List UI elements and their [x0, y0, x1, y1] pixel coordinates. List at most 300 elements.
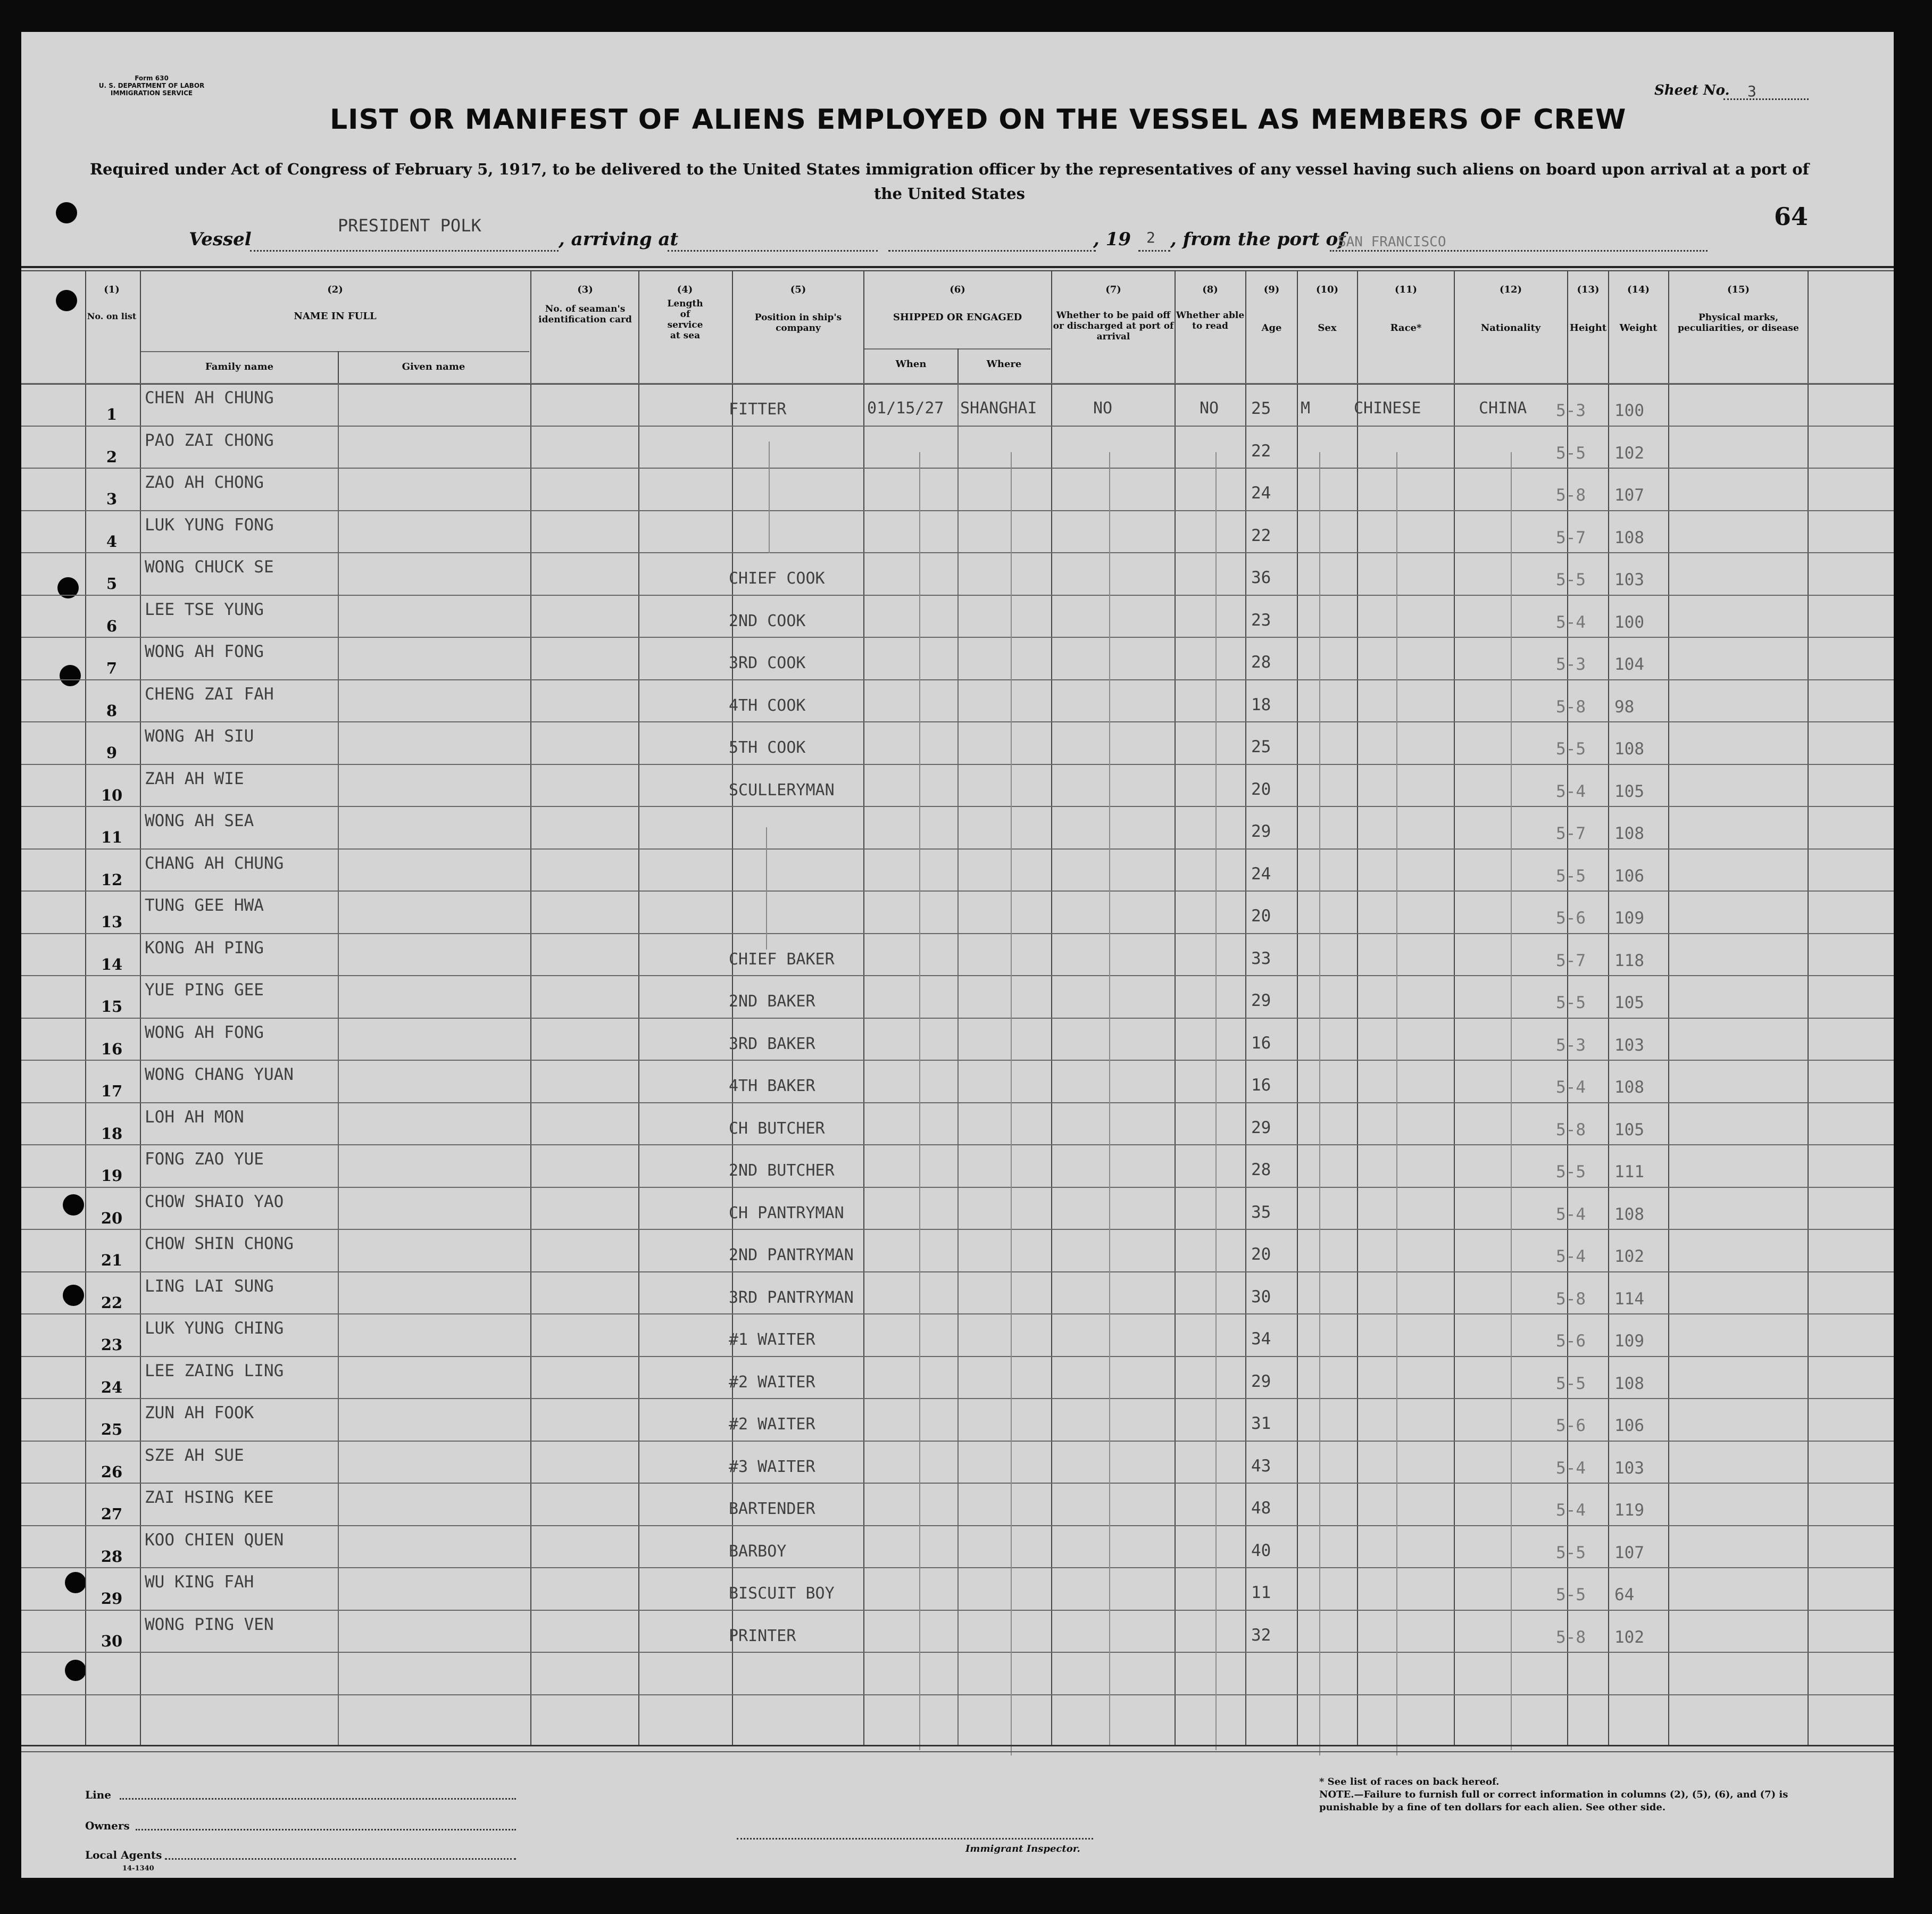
position: 4TH BAKER [729, 1077, 815, 1095]
position: SCULLERYMAN [729, 780, 835, 800]
col5-number: (5) [790, 284, 806, 295]
family-name: WONG AH FONG [145, 642, 264, 661]
age: 33 [1251, 948, 1271, 968]
local-agents-label: Local Agents [85, 1849, 162, 1861]
height: 5-8 [1556, 486, 1586, 505]
year-label: , 19 [1093, 229, 1131, 250]
crew-row [0, 1610, 1932, 1652]
col7-header [1052, 285, 1175, 342]
col14-header [1609, 285, 1668, 334]
shipped-when: 01/15/27 [867, 399, 944, 418]
ditto-mark [1319, 452, 1320, 1755]
row-number: 5 [106, 575, 118, 593]
col13-label: Height [1569, 322, 1607, 334]
height: 5-5 [1556, 866, 1586, 886]
weight: 119 [1614, 1501, 1644, 1520]
col11-label: Race* [1390, 322, 1422, 334]
col11-number: (11) [1394, 284, 1418, 295]
form-code: 14-1340 [122, 1865, 154, 1873]
height: 5-6 [1556, 1332, 1586, 1351]
col12-header [1455, 285, 1567, 334]
from-port-value: SAN FRANCISCO [1338, 234, 1446, 250]
paid-off: NO [1093, 399, 1113, 418]
table-bottom-line [21, 1745, 1894, 1746]
family-name: WONG CHUCK SE [145, 557, 274, 577]
col1-label: No. on list [87, 311, 137, 321]
family-name: CHANG AH CHUNG [145, 853, 284, 873]
position: 2ND BUTCHER [729, 1161, 835, 1180]
arriving-label: , arriving at [559, 229, 679, 250]
col1-number: (1) [104, 284, 120, 295]
col8-label: Whether able to read [1176, 310, 1245, 331]
row-number: 24 [101, 1378, 123, 1396]
age: 28 [1251, 653, 1271, 672]
crew-row [0, 679, 1932, 722]
family-name: ZAO AH CHONG [145, 473, 264, 492]
able-to-read: NO [1200, 399, 1219, 418]
col13-header [1568, 285, 1608, 334]
age: 11 [1251, 1583, 1271, 1602]
ditto-mark [766, 827, 767, 950]
family-name: WU KING FAH [145, 1572, 254, 1592]
position: 4TH COOK [729, 696, 806, 715]
weight: 108 [1614, 1078, 1644, 1097]
family-name: LEE ZAING LING [145, 1361, 284, 1380]
row-number: 10 [101, 786, 123, 804]
col3-header [532, 285, 638, 325]
crew-row [0, 1102, 1932, 1145]
col3-label: No. of seaman's identification card [538, 304, 632, 325]
crew-row [0, 1313, 1932, 1356]
family-name: LING LAI SUNG [145, 1276, 274, 1296]
age: 22 [1251, 441, 1271, 461]
family-name: KOO CHIEN QUEN [145, 1530, 284, 1550]
height: 5-4 [1556, 612, 1586, 632]
vessel-line [250, 250, 559, 252]
row-number: 12 [101, 870, 123, 889]
position: CH PANTRYMAN [729, 1203, 844, 1222]
col2-header [141, 285, 529, 322]
punch-hole [56, 202, 77, 223]
position: FITTER [729, 400, 787, 419]
position: 3RD PANTRYMAN [729, 1288, 854, 1307]
position: CHIEF COOK [729, 569, 825, 588]
family-name: LUK YUNG CHING [145, 1319, 284, 1338]
crew-row [0, 468, 1932, 510]
crew-row [0, 510, 1932, 553]
owners-field [136, 1829, 516, 1830]
weight: 98 [1614, 697, 1635, 717]
row-line [21, 1652, 1894, 1653]
col10-label: Sex [1318, 322, 1337, 334]
manifest-subtitle: Required under Act of Congress of February 5, 1917, to be delivered to the United States immigration officer by the representatives of any vessel having such aliens on board upon arrival at a port of the United States [89, 160, 1810, 203]
row-number: 9 [106, 744, 118, 762]
family-name: CHENG ZAI FAH [145, 684, 274, 704]
family-name: ZUN AH FOOK [145, 1403, 254, 1422]
weight: 103 [1614, 570, 1644, 589]
form-number: Form 630 [135, 74, 169, 82]
crew-row [0, 1187, 1932, 1229]
position: 5TH COOK [729, 738, 806, 757]
height: 5-7 [1556, 528, 1586, 547]
position: #2 WAITER [729, 1415, 815, 1434]
weight: 102 [1614, 1627, 1644, 1647]
ditto-mark [1511, 452, 1512, 1750]
col4-header [638, 285, 731, 341]
header-divider [141, 351, 529, 352]
row-number: 20 [101, 1209, 123, 1227]
crew-row [0, 891, 1932, 933]
family-name: WONG CHANG YUAN [145, 1065, 294, 1084]
weight: 108 [1614, 1374, 1644, 1393]
age: 24 [1251, 484, 1271, 503]
height: 5-5 [1556, 1374, 1586, 1393]
height: 5-8 [1556, 1627, 1586, 1647]
position: 2ND PANTRYMAN [729, 1246, 854, 1264]
col8-header [1176, 285, 1245, 331]
crew-row [0, 1441, 1932, 1483]
age: 16 [1251, 1076, 1271, 1095]
weight: 108 [1614, 739, 1644, 759]
col8-number: (8) [1202, 284, 1218, 295]
nationality: CHINA [1479, 399, 1527, 418]
owners-label: Owners [85, 1819, 130, 1832]
row-number: 19 [101, 1167, 123, 1185]
family-name: TUNG GEE HWA [145, 896, 264, 915]
manifest-title: LIST OR MANIFEST OF ALIENS EMPLOYED ON THE VESSEL AS MEMBERS OF CREW [330, 104, 1627, 136]
crew-row [0, 1144, 1932, 1187]
weight: 108 [1614, 528, 1644, 547]
age: 20 [1251, 779, 1271, 799]
crew-row [0, 1229, 1932, 1271]
sheet-number-value: 3 [1747, 82, 1756, 100]
ditto-mark [1215, 452, 1217, 1750]
age: 43 [1251, 1456, 1271, 1476]
age: 20 [1251, 906, 1271, 926]
col6-header [864, 285, 1051, 323]
weight: 107 [1614, 1543, 1644, 1562]
line-field [120, 1798, 516, 1800]
age: 29 [1251, 1118, 1271, 1137]
sheet-number-label: Sheet No. [1654, 82, 1730, 98]
weight: 106 [1614, 1416, 1644, 1435]
race: CHINESE [1354, 399, 1421, 418]
age: 23 [1251, 610, 1271, 630]
family-name: ZAI HSING KEE [145, 1488, 274, 1507]
col2-label: NAME IN FULL [294, 311, 377, 322]
col10-number: (10) [1315, 284, 1339, 295]
sheet-number-line [1723, 98, 1809, 100]
crew-row [0, 1060, 1932, 1102]
crew-row [0, 848, 1932, 891]
weight: 104 [1614, 655, 1644, 674]
header-divider [957, 348, 959, 383]
height: 5-6 [1556, 909, 1586, 928]
col7-label: Whether to be paid off or discharged at port of arrival [1053, 310, 1174, 342]
row-number: 29 [101, 1590, 123, 1608]
row-number: 17 [101, 1082, 123, 1100]
col12-label: Nationality [1480, 322, 1541, 334]
row-number: 11 [101, 828, 123, 846]
service-name: IMMIGRATION SERVICE [110, 89, 193, 97]
row-number: 1 [106, 405, 118, 423]
crew-row [0, 1271, 1932, 1314]
crew-row [0, 426, 1932, 468]
weight: 103 [1614, 1035, 1644, 1055]
col4-number: (4) [677, 284, 693, 295]
col3-number: (3) [577, 284, 593, 295]
height: 5-4 [1556, 1247, 1586, 1266]
row-number: 18 [101, 1124, 123, 1143]
col15-header [1669, 285, 1808, 334]
date-line [888, 250, 1096, 252]
col10-header [1298, 285, 1356, 334]
crew-row [0, 552, 1932, 595]
arriving-line [668, 250, 878, 252]
family-name: CHOW SHAIO YAO [145, 1192, 284, 1211]
header-divider [338, 351, 339, 383]
position: CH BUTCHER [729, 1119, 825, 1138]
row-number: 30 [101, 1632, 123, 1650]
family-name: CHEN AH CHUNG [145, 388, 274, 407]
col9-number: (9) [1263, 284, 1280, 295]
family-name: PAO ZAI CHONG [145, 430, 274, 450]
position: 2ND BAKER [729, 992, 815, 1011]
col12-number: (12) [1499, 284, 1522, 295]
family-name: YUE PING GEE [145, 980, 264, 1000]
position: #3 WAITER [729, 1457, 815, 1476]
crew-row [0, 1525, 1932, 1568]
height: 5-6 [1556, 1416, 1586, 1435]
row-number: 25 [101, 1420, 123, 1438]
col11-header [1358, 285, 1454, 334]
crew-row [0, 1483, 1932, 1525]
age: 36 [1251, 568, 1271, 587]
row-number: 16 [101, 1039, 123, 1058]
age: 48 [1251, 1499, 1271, 1518]
crew-row [0, 1398, 1932, 1441]
age: 31 [1251, 1414, 1271, 1433]
age: 29 [1251, 1371, 1271, 1391]
height: 5-3 [1556, 401, 1586, 420]
form-header [72, 74, 231, 97]
table-bottom-line [21, 1751, 1894, 1752]
crew-row [0, 1567, 1932, 1610]
crew-row [0, 975, 1932, 1018]
age: 29 [1251, 822, 1271, 841]
family-name: LOH AH MON [145, 1107, 244, 1127]
col9-label: Age [1261, 322, 1282, 334]
age: 16 [1251, 1033, 1271, 1053]
col6-label: SHIPPED OR ENGAGED [893, 312, 1022, 323]
crew-row [0, 595, 1932, 637]
weight: 109 [1614, 1332, 1644, 1351]
row-number: 2 [106, 447, 118, 466]
vessel-label: Vessel [189, 229, 252, 250]
weight: 111 [1614, 1162, 1644, 1181]
weight: 103 [1614, 1458, 1644, 1478]
col6-number: (6) [950, 284, 965, 295]
crew-row [0, 1356, 1932, 1399]
height: 5-4 [1556, 1501, 1586, 1520]
family-name: SZE AH SUE [145, 1445, 244, 1465]
height: 5-5 [1556, 1162, 1586, 1181]
from-port-line [1330, 250, 1708, 252]
crew-row [0, 764, 1932, 806]
year-line [1138, 250, 1170, 252]
position: BISCUIT BOY [729, 1584, 835, 1603]
height: 5-4 [1556, 1078, 1586, 1097]
height: 5-5 [1556, 1543, 1586, 1562]
crew-row [0, 933, 1932, 976]
vessel-name: PRESIDENT POLK [338, 215, 481, 236]
department-name: U. S. DEPARTMENT OF LABOR [98, 82, 205, 89]
weight: 100 [1614, 612, 1644, 632]
inspector-signature-line [737, 1838, 1093, 1840]
weight: 102 [1614, 443, 1644, 463]
crew-row [0, 721, 1932, 764]
family-name: CHOW SHIN CHONG [145, 1234, 294, 1253]
row-number: 15 [101, 997, 123, 1016]
weight: 106 [1614, 866, 1644, 886]
col5-header [733, 285, 863, 334]
family-name: FONG ZAO YUE [145, 1150, 264, 1169]
age: 30 [1251, 1287, 1271, 1306]
row-number: 22 [101, 1293, 123, 1312]
row-number: 13 [101, 913, 123, 931]
height: 5-7 [1556, 824, 1586, 843]
age: 32 [1251, 1625, 1271, 1645]
row-number: 4 [106, 532, 118, 551]
position: 3RD COOK [729, 654, 806, 672]
penalty-note: NOTE.—Failure to furnish full or correct information in columns (2), (5), (6), and (7) is punishable by a fine of ten dollars for each alien. See other side. [1319, 1789, 1788, 1813]
position: CHIEF BAKER [729, 950, 835, 969]
col7-number: (7) [1105, 284, 1121, 295]
sex: M [1301, 399, 1311, 418]
position: BARTENDER [729, 1500, 815, 1518]
col14-number: (14) [1627, 284, 1650, 295]
age: 35 [1251, 1202, 1271, 1222]
row-number: 7 [106, 659, 118, 677]
height: 5-4 [1556, 1204, 1586, 1224]
row-number: 6 [106, 617, 118, 635]
position: 3RD BAKER [729, 1034, 815, 1053]
age: 28 [1251, 1160, 1271, 1179]
col1-header [85, 285, 138, 322]
weight: 105 [1614, 993, 1644, 1012]
age: 29 [1251, 991, 1271, 1010]
age: 40 [1251, 1541, 1271, 1560]
weight: 105 [1614, 1120, 1644, 1139]
inspector-label: Immigrant Inspector. [965, 1843, 1080, 1854]
weight: 114 [1614, 1289, 1644, 1309]
col2-family-header: Family name [205, 361, 274, 372]
height: 5-8 [1556, 697, 1586, 717]
col9-header [1246, 285, 1297, 334]
position: 2ND COOK [729, 611, 806, 630]
weight: 109 [1614, 909, 1644, 928]
height: 5-4 [1556, 781, 1586, 801]
height: 5-7 [1556, 951, 1586, 970]
height: 5-4 [1556, 1458, 1586, 1478]
col2-given-header: Given name [402, 361, 465, 372]
weight: 108 [1614, 1204, 1644, 1224]
height: 5-8 [1556, 1120, 1586, 1139]
position: PRINTER [729, 1626, 796, 1645]
age: 20 [1251, 1245, 1271, 1264]
crew-row [0, 806, 1932, 848]
age: 25 [1251, 737, 1271, 756]
races-note: * See list of races on back hereof. [1319, 1776, 1500, 1787]
height: 5-5 [1556, 1585, 1586, 1604]
col2-number: (2) [327, 284, 343, 295]
weight: 100 [1614, 401, 1644, 420]
from-port-label: , from the port of [1170, 229, 1346, 250]
age: 24 [1251, 864, 1271, 884]
row-number: 8 [106, 701, 118, 720]
row-number: 21 [101, 1251, 123, 1269]
weight: 108 [1614, 824, 1644, 843]
weight: 118 [1614, 951, 1644, 970]
age: 22 [1251, 526, 1271, 545]
crew-row [0, 637, 1932, 679]
row-number: 26 [101, 1462, 123, 1481]
height: 5-5 [1556, 443, 1586, 463]
col6-when-header: When [895, 359, 927, 370]
family-name: WONG AH SIU [145, 727, 254, 746]
family-name: WONG AH SEA [145, 811, 254, 830]
year-value: 2 [1146, 229, 1155, 246]
shipped-where: SHANGHAI [960, 399, 1037, 418]
ditto-mark [1011, 452, 1012, 1755]
page-number: 64 [1774, 202, 1809, 231]
weight: 107 [1614, 486, 1644, 505]
weight: 102 [1614, 1247, 1644, 1266]
ditto-mark [769, 442, 770, 553]
row-number: 28 [101, 1547, 123, 1566]
family-name: LUK YUNG FONG [145, 515, 274, 535]
row-number: 3 [106, 490, 118, 508]
col15-label: Physical marks, peculiarities, or disease [1678, 312, 1799, 334]
height: 5-8 [1556, 1289, 1586, 1309]
col15-number: (15) [1727, 284, 1750, 295]
family-name: WONG PING VEN [145, 1615, 274, 1634]
crew-row [0, 1018, 1932, 1060]
age: 18 [1251, 695, 1271, 714]
local-agents-field [165, 1858, 516, 1860]
weight: 64 [1614, 1585, 1635, 1604]
height: 5-5 [1556, 993, 1586, 1012]
row-number: 14 [101, 955, 123, 973]
position: #2 WAITER [729, 1372, 815, 1392]
ditto-mark [1109, 452, 1110, 1745]
height: 5-3 [1556, 1035, 1586, 1055]
ditto-mark [919, 452, 920, 1750]
ditto-mark [1396, 452, 1397, 1755]
position: #1 WAITER [729, 1330, 815, 1349]
family-name: WONG AH FONG [145, 1022, 264, 1042]
line-label: Line [85, 1788, 111, 1801]
height: 5-5 [1556, 570, 1586, 589]
height: 5-3 [1556, 655, 1586, 674]
family-name: KONG AH PING [145, 938, 264, 958]
col4-label: Length of service at sea [667, 298, 703, 341]
col13-number: (13) [1577, 284, 1600, 295]
family-name: LEE TSE YUNG [145, 600, 264, 619]
age: 25 [1251, 399, 1271, 418]
family-name: ZAH AH WIE [145, 769, 244, 788]
height: 5-5 [1556, 739, 1586, 759]
